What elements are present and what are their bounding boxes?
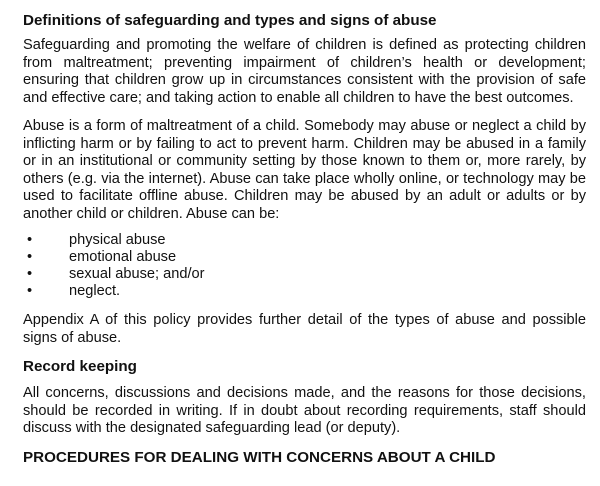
- bullet-icon: •: [27, 266, 33, 282]
- abuse-types-list: [23, 232, 586, 300]
- bullet-icon: •: [27, 283, 33, 299]
- procedures-heading: PROCEDURES FOR DEALING WITH CONCERNS ABOUT A CHILD: [23, 448, 496, 466]
- list-item: [23, 232, 586, 249]
- list-item-text: physical abuse: [69, 232, 166, 248]
- definitions-heading: Definitions of safeguarding and types and signs of abuse: [23, 12, 437, 29]
- record-keeping-heading: Record keeping: [23, 358, 137, 375]
- list-item-text: neglect.: [69, 283, 121, 299]
- appendix-paragraph: Appendix A of this policy provides further detail of the types of abuse and possible signs of abuse.: [23, 312, 586, 346]
- bullet-icon: •: [27, 249, 33, 265]
- safeguarding-definition-paragraph: Safeguarding and promoting the welfare of children is defined as protecting children from maltreatment; preventing impairment of children’s health or development; ensuring that children grow up in circumstances consistent with the provision of safe and effective care; and taking action to enable all children to have the best outcomes.: [23, 37, 586, 106]
- list-item: [23, 249, 586, 266]
- record-keeping-paragraph: All concerns, discussions and decisions made, and the reasons for those decisions, should be recorded in writing. If in doubt about recording requirements, staff should discuss with the designated safeguarding lead (or deputy).: [23, 385, 586, 436]
- list-item: [23, 266, 586, 283]
- bullet-icon: •: [27, 232, 33, 248]
- abuse-definition-paragraph: Abuse is a form of maltreatment of a child. Somebody may abuse or neglect a child by inflicting harm or by failing to act to prevent harm. Children may be abused in a family or in an institutional or community setting by those known to them or, more rarely, by others (e.g. via the internet). Abuse can take place wholly online, or technology may be used to facilitate offline abuse. Children may be abused by an adult or adults or by another child or children. Abuse can be:: [23, 118, 586, 222]
- list-item-text: emotional abuse: [69, 249, 177, 265]
- list-item: [23, 283, 586, 300]
- list-item-text: sexual abuse; and/or: [69, 266, 205, 282]
